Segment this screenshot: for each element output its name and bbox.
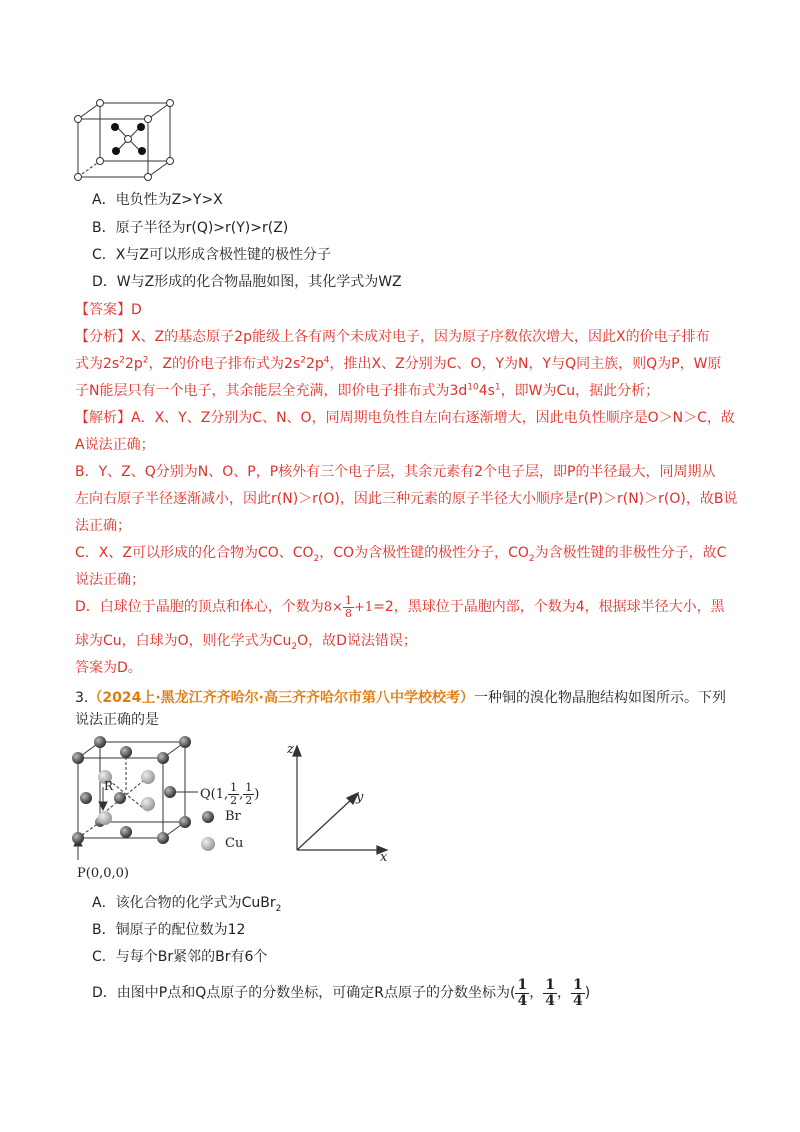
r-frac-3-d: 4 — [572, 992, 583, 1009]
sup-4: 4 — [323, 355, 330, 366]
r-frac-2 — [543, 978, 557, 1009]
q3-option-d — [92, 976, 590, 1010]
axis-y-label: y — [356, 790, 364, 805]
q3-number: 3. — [75, 690, 89, 706]
frac-numerator: 1 — [344, 593, 352, 607]
r-frac-3-n: 1 — [572, 976, 583, 993]
fraction-one-eighth — [343, 595, 354, 620]
comma-2: ， — [556, 985, 571, 1001]
q3-option-d-text: D．由图中P点和Q点原子的分数坐标，可确定R点原子的分数坐标为( — [92, 985, 516, 1001]
explanation-text-d2a: 球为Cu，白球为O，则化学式为Cu — [75, 633, 292, 649]
analysis-line-2 — [75, 354, 721, 374]
q3-option-b: B．铜原子的配位数为12 — [92, 922, 246, 938]
sub-2-b: 2 — [528, 553, 535, 564]
analysis-text-2a: 式为2s — [75, 356, 120, 372]
crystal-cell-figure-q3 — [70, 732, 280, 882]
explanation-text-d1b: =2，黑球位于晶胞内部，个数为4，根据球半径大小，黑 — [373, 599, 725, 615]
explanation-text-c1b: ，CO为含极性键的极性分子，CO — [319, 545, 529, 561]
coordinate-axes-figure — [285, 742, 395, 862]
comma-1: ， — [529, 985, 544, 1001]
sup-1: 1 — [494, 382, 501, 393]
option-a: A．电负性为Z>Y>X — [92, 192, 223, 208]
q-point-label: Q(1, $\frac{1}{2}$ , $\frac{1}{2}$ ) — [200, 781, 260, 807]
option-d: D．W与Z形成的化合物晶胞如图，其化学式为WZ — [92, 274, 402, 290]
q-frac-1 — [228, 782, 239, 807]
analysis-text-2b: 2p — [124, 356, 143, 372]
analysis-text-2d: 2p — [306, 356, 324, 372]
analysis-line-1 — [75, 327, 710, 347]
analysis-text-3b: 4s — [478, 383, 495, 399]
explanation-line-a2: A说法正确； — [75, 437, 155, 453]
answer-tag: 【答案】 — [75, 302, 131, 318]
explanation-text-c1c: 为含极性键的非极性分子，故C — [534, 545, 727, 561]
analysis-text-2e: ，推出X、Z分别为C、O，Y为N，Y与Q同主族，则Q为P，W原 — [329, 356, 722, 372]
q3-option-a-sub: 2 — [275, 903, 282, 914]
explanation-text-c1a: C．X、Z可以形成的化合物为CO、CO — [75, 545, 314, 561]
option-c: C．X与Z可以形成含极性键的极性分子 — [92, 247, 331, 263]
r-frac-2-d: 4 — [545, 992, 555, 1009]
q-frac-2 — [243, 782, 254, 807]
sup-10: 10 — [467, 382, 479, 393]
q-frac-2-d: 2 — [245, 794, 253, 807]
r-frac-1-d: 4 — [517, 992, 528, 1009]
sup-2c: 2 — [300, 355, 306, 366]
r-frac-2-n: 1 — [545, 976, 555, 993]
sup-2: 2 — [119, 355, 125, 366]
analysis-line-3 — [75, 381, 659, 401]
paren-close: ) — [584, 985, 591, 1001]
explanation-final: 答案为D。 — [75, 660, 142, 676]
r-frac-3 — [571, 978, 585, 1009]
q3-stem-1: 一种铜的溴化物晶胞结构如图所示。下列 — [473, 690, 726, 706]
q3-option-a-text: A．该化合物的化学式为CuBr — [92, 895, 276, 911]
q-frac-2-n: 1 — [245, 781, 253, 794]
q3-option-c: C．与每个Br紧邻的Br有6个 — [92, 949, 268, 965]
q3-stem-line-2: 说法正确的是 — [75, 712, 159, 728]
p-point-label: P(0,0,0) — [77, 866, 129, 881]
explanation-tag: 【解析】 — [75, 410, 131, 426]
explanation-text-a1: A．X、Y、Z分别为C、N、O，同周期电负性自左向右逐渐增大，因此电负性顺序是O＞N＞C，故 — [131, 410, 735, 426]
frac-denominator: 8 — [344, 606, 352, 620]
explanation-text-d2b: O，故D说法错误； — [297, 633, 417, 649]
analysis-text-3c: ，即W为Cu，据此分析； — [500, 383, 660, 399]
sup-2b: 2 — [142, 355, 149, 366]
explanation-line-b3: 法正确； — [75, 518, 131, 534]
expr-8x: 8× — [323, 600, 343, 615]
q-frac-1-n: 1 — [230, 781, 238, 794]
analysis-text-3a: 子N能层只有一个电子，其余能层全充满，即价电子排布式为3d — [75, 383, 468, 399]
option-b: B．原子半径为r(Q)>r(Y)>r(Z) — [92, 220, 289, 236]
crystal-cell-figure-top — [70, 95, 185, 185]
explanation-line-c1 — [75, 543, 726, 563]
sub-2-c: 2 — [291, 641, 298, 652]
analysis-text-2c: ，Z的价电子排布式为2s — [148, 356, 301, 372]
q3-option-a — [92, 893, 281, 913]
sub-2-a: 2 — [313, 553, 320, 564]
analysis-tag: 【分析】 — [75, 329, 131, 345]
explanation-line-b2: 左向右原子半径逐渐减小，因此r(N)＞r(O)，因此三种元素的原子半径大小顺序是r(P)＞r(N)＞r(O)，故B说 — [75, 491, 738, 507]
axis-z-label: z — [287, 742, 294, 757]
r-point-label: R — [104, 779, 114, 793]
explanation-text-d1a: D．白球位于晶胞的顶点和体心，个数为 — [75, 599, 324, 615]
explanation-line-d1 — [75, 592, 725, 623]
r-frac-1-n: 1 — [517, 976, 528, 993]
q3-source: （2024上·黑龙江齐齐哈尔·高三齐齐哈尔市第八中学校校考） — [88, 690, 474, 706]
q-frac-1-d: 2 — [230, 794, 238, 807]
answer-value: D — [131, 302, 142, 318]
q-label-prefix: Q(1, — [200, 787, 229, 802]
analysis-text-1: X、Z的基态原子2p能级上各有两个未成对电子，因为原子序数依次增大，因此X的价电子排布 — [131, 329, 710, 345]
expr-plus-1: +1 — [353, 600, 374, 615]
explanation-line-c2: 说法正确； — [75, 572, 145, 588]
explanation-line-b1: B．Y、Z、Q分别为N、O、P，P核外有三个电子层，其余元素有2个电子层，即P的半径最大，同周期从 — [75, 464, 716, 480]
r-frac-1 — [515, 978, 529, 1009]
axis-x-label: x — [380, 850, 388, 865]
answer-line — [75, 300, 142, 320]
legend-br-label: Br — [225, 809, 241, 824]
explanation-line-a1 — [75, 408, 735, 428]
explanation-line-d2 — [75, 631, 417, 651]
q3-stem-line-1 — [75, 688, 726, 708]
legend-cu-label: Cu — [225, 836, 244, 851]
